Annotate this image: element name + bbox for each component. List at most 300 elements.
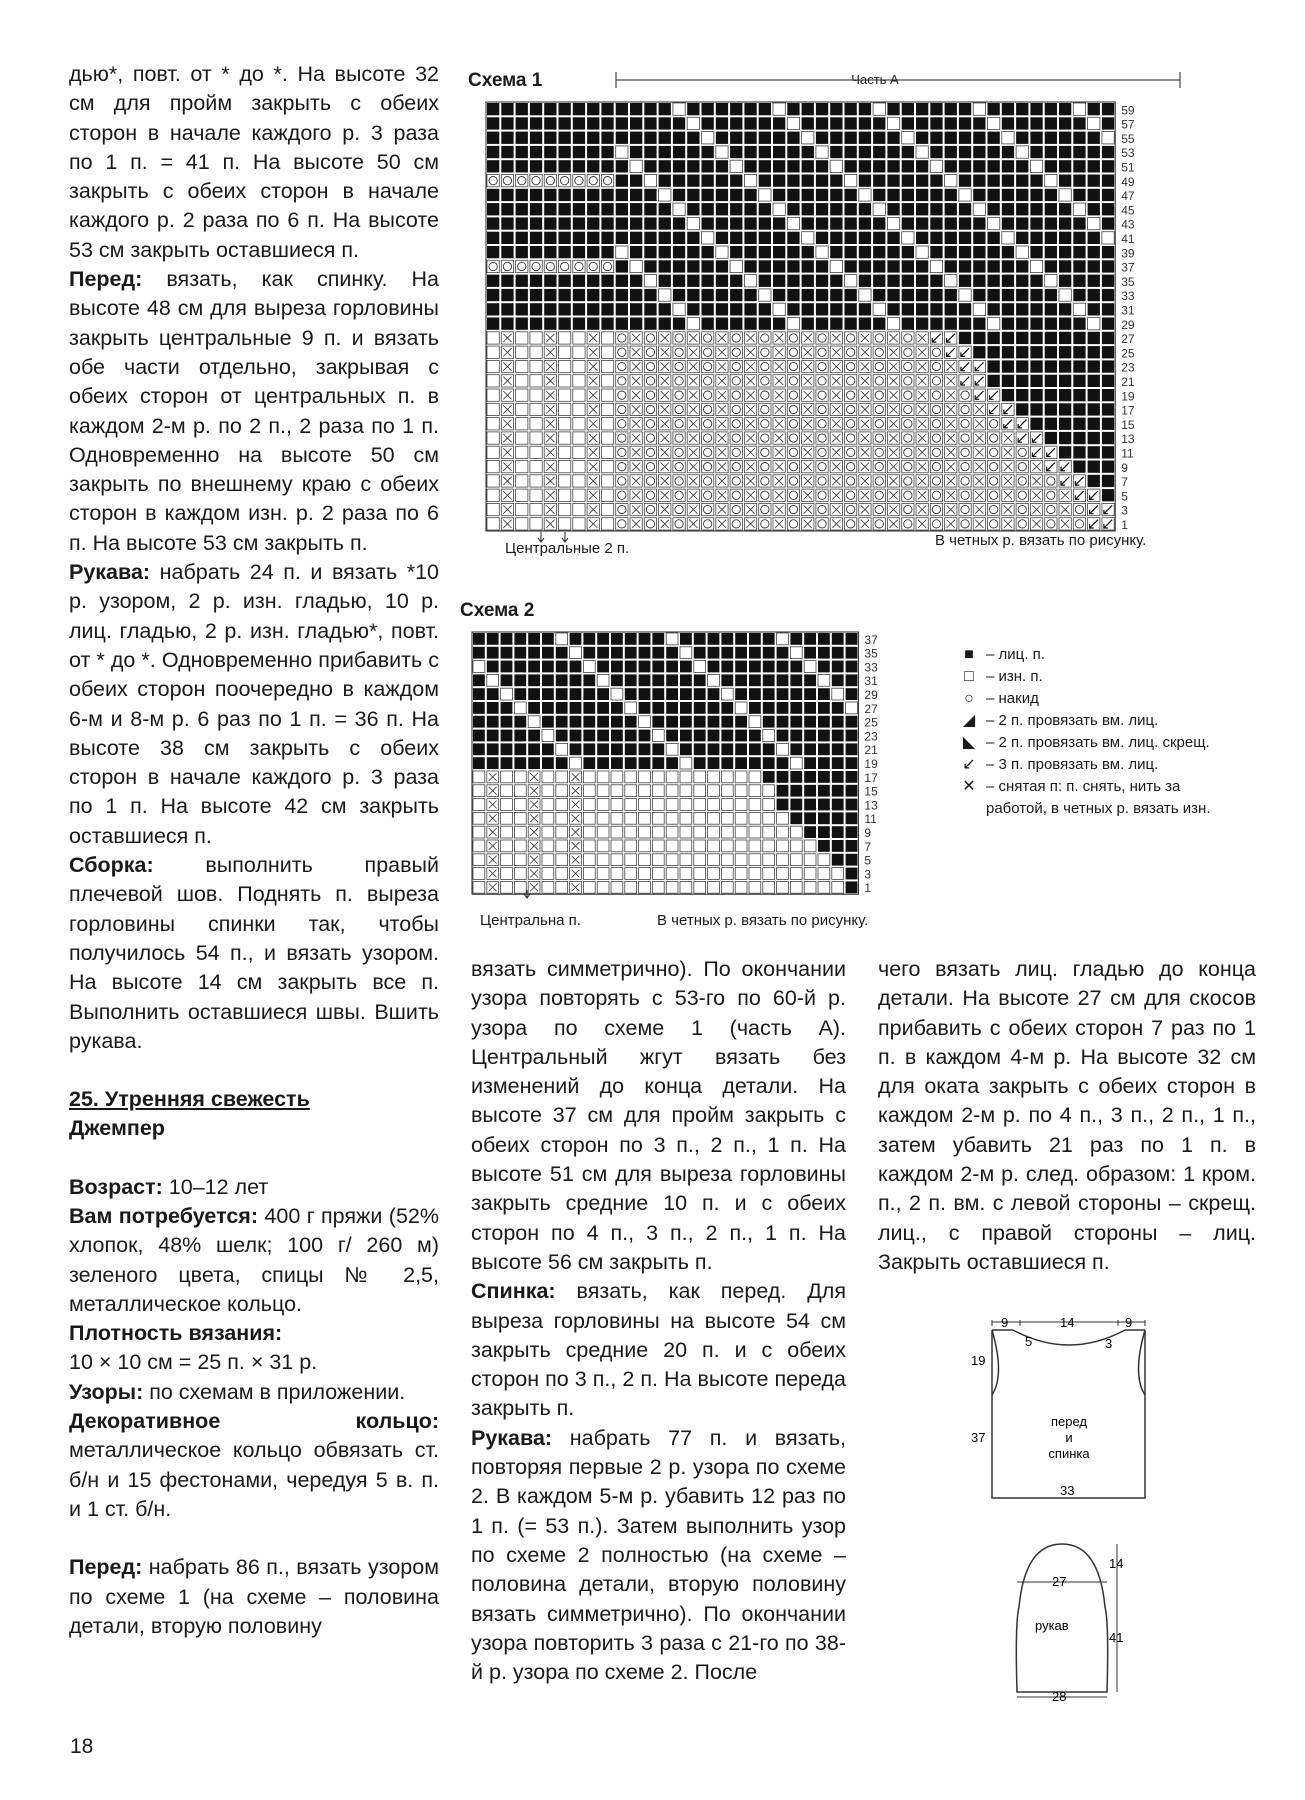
stitch-cell xyxy=(777,743,789,755)
stitch-cell xyxy=(930,217,942,229)
stitch-cell xyxy=(773,103,785,115)
stitch-cell xyxy=(930,418,942,430)
stitch-cell xyxy=(777,868,789,880)
stitch-cell xyxy=(573,489,585,501)
stitch-cell xyxy=(644,475,656,487)
stitch-cell xyxy=(744,103,756,115)
stitch-cell xyxy=(501,799,513,811)
stitch-cell xyxy=(1016,132,1028,144)
stitch-cell xyxy=(759,275,771,287)
stitch-cell xyxy=(644,375,656,387)
stitch-cell xyxy=(859,117,871,129)
stitch-cell xyxy=(730,117,742,129)
stitch-cell xyxy=(744,132,756,144)
stitch-cell xyxy=(988,303,1000,315)
stitch-cell xyxy=(630,203,642,215)
stitch-cell xyxy=(573,332,585,344)
stitch-cell xyxy=(601,146,613,158)
stitch-cell xyxy=(611,771,623,783)
stitch-cell xyxy=(1016,260,1028,272)
stitch-cell xyxy=(597,661,609,673)
stitch-cell xyxy=(730,389,742,401)
stitch-cell xyxy=(1045,475,1057,487)
stitch-cell xyxy=(659,146,671,158)
stitch-cell xyxy=(830,432,842,444)
stitch-cell xyxy=(666,854,678,866)
stitch-cell xyxy=(659,489,671,501)
stitch-cell xyxy=(1059,475,1071,487)
stitch-cell xyxy=(487,785,499,797)
stitch-cell xyxy=(601,432,613,444)
stitch-cell xyxy=(1030,103,1042,115)
row-number: 41 xyxy=(1121,232,1135,246)
stitch-cell xyxy=(601,475,613,487)
stitch-cell xyxy=(1059,446,1071,458)
stitch-cell xyxy=(744,432,756,444)
stitch-cell xyxy=(659,232,671,244)
stitch-cell xyxy=(544,217,556,229)
stitch-cell xyxy=(556,854,568,866)
stitch-cell xyxy=(1059,160,1071,172)
stitch-cell xyxy=(556,688,568,700)
stitch-cell xyxy=(644,332,656,344)
stitch-cell xyxy=(514,674,526,686)
stitch-cell xyxy=(473,771,485,783)
stitch-cell xyxy=(730,346,742,358)
row-number: 47 xyxy=(1121,189,1135,204)
stitch-cell xyxy=(846,730,858,742)
stitch-cell xyxy=(1073,275,1085,287)
stitch-cell xyxy=(802,246,814,258)
stitch-cell xyxy=(816,146,828,158)
stitch-cell xyxy=(902,332,914,344)
stitch-cell xyxy=(583,661,595,673)
row-number: 9 xyxy=(1121,460,1128,475)
stitch-cell xyxy=(945,503,957,515)
stitch-cell xyxy=(759,446,771,458)
stitch-cell xyxy=(625,743,637,755)
stitch-cell xyxy=(804,812,816,824)
stitch-cell xyxy=(570,826,582,838)
stitch-cell xyxy=(1016,117,1028,129)
stitch-cell xyxy=(616,403,628,415)
stitch-cell xyxy=(959,175,971,187)
stitch-cell xyxy=(516,289,528,301)
stitch-cell xyxy=(516,389,528,401)
stitch-cell xyxy=(1016,189,1028,201)
stitch-cell xyxy=(587,360,599,372)
stitch-cell xyxy=(859,260,871,272)
stitch-cell xyxy=(583,799,595,811)
stitch-cell xyxy=(487,716,499,728)
stitch-cell xyxy=(816,389,828,401)
stitch-cell xyxy=(501,160,513,172)
stitch-cell xyxy=(528,840,540,852)
stitch-cell xyxy=(988,332,1000,344)
stitch-cell xyxy=(597,674,609,686)
stitch-cell xyxy=(644,203,656,215)
stitch-cell xyxy=(501,868,513,880)
stitch-cell xyxy=(945,475,957,487)
stitch-cell xyxy=(763,840,775,852)
stitch-cell xyxy=(830,189,842,201)
stitch-cell xyxy=(644,275,656,287)
stitch-cell xyxy=(516,503,528,515)
paragraph: вязать симметрично). По окончании узора повторять с 53-го по 60-й р. узора по схеме 1 (часть А). Центральный жгут вязать без изменений до конца детали. На высоте 37 см для пройм закрыть с обеих сторон по 3 п., 2 п., 1 п. На высоте 51 см для выреза горловины закрыть средние 10 п. и с обеих сторон по 4 п., 3 п., 2 п., 1 п. На высоте 56 см закрыть п. xyxy=(471,957,846,1274)
stitch-cell xyxy=(930,103,942,115)
stitch-cell xyxy=(625,716,637,728)
stitch-cell xyxy=(1002,103,1014,115)
stitch-cell xyxy=(945,360,957,372)
stitch-cell xyxy=(1102,189,1114,201)
stitch-cell xyxy=(659,389,671,401)
stitch-cell xyxy=(887,360,899,372)
stitch-cell xyxy=(721,799,733,811)
row-number: 7 xyxy=(864,839,872,854)
stitch-cell xyxy=(611,661,623,673)
stitch-cell xyxy=(988,175,1000,187)
stitch-cell xyxy=(1016,518,1028,530)
stitch-cell xyxy=(544,346,556,358)
stitch-cell xyxy=(687,203,699,215)
stitch-cell xyxy=(777,633,789,645)
stitch-cell xyxy=(916,503,928,515)
stitch-cell xyxy=(530,146,542,158)
stitch-cell xyxy=(1102,403,1114,415)
stitch-cell xyxy=(773,418,785,430)
stitch-cell xyxy=(530,175,542,187)
stitch-cell xyxy=(573,260,585,272)
stitch-cell xyxy=(1088,332,1100,344)
stitch-cell xyxy=(959,203,971,215)
label-density: Плотность вязания: xyxy=(69,1321,283,1346)
stitch-cell xyxy=(730,518,742,530)
stitch-cell xyxy=(902,518,914,530)
stitch-cell xyxy=(773,475,785,487)
stitch-cell xyxy=(487,217,499,229)
stitch-cell xyxy=(516,360,528,372)
stitch-cell xyxy=(473,799,485,811)
stitch-cell xyxy=(832,633,844,645)
stitch-cell xyxy=(702,103,714,115)
stitch-cell xyxy=(1002,403,1014,415)
stitch-cell xyxy=(673,103,685,115)
stitch-cell xyxy=(516,332,528,344)
stitch-cell xyxy=(473,881,485,893)
stitch-cell xyxy=(749,799,761,811)
stitch-cell xyxy=(973,475,985,487)
stitch-cell xyxy=(749,633,761,645)
stitch-cell xyxy=(816,518,828,530)
stitch-cell xyxy=(1016,303,1028,315)
paragraph-front xyxy=(69,265,439,558)
stitch-cell xyxy=(556,743,568,755)
stitch-cell xyxy=(687,232,699,244)
stitch-cell xyxy=(708,840,720,852)
label-line3: спинка xyxy=(1048,1446,1090,1461)
stitch-cell xyxy=(787,318,799,330)
stitch-cell xyxy=(528,771,540,783)
stitch-cell xyxy=(514,633,526,645)
stitch-cell xyxy=(873,103,885,115)
stitch-cell xyxy=(625,702,637,714)
legend-label: – снятая п: п. снять, нить за xyxy=(986,778,1181,795)
stitch-cell xyxy=(816,117,828,129)
stitch-cell xyxy=(1073,446,1085,458)
stitch-cell xyxy=(716,318,728,330)
stitch-cell xyxy=(559,146,571,158)
stitch-cell xyxy=(1059,175,1071,187)
stitch-cell xyxy=(487,503,499,515)
stitch-cell xyxy=(916,389,928,401)
stitch-cell xyxy=(601,389,613,401)
stitch-cell xyxy=(630,375,642,387)
stitch-cell xyxy=(659,103,671,115)
stitch-cell xyxy=(501,633,513,645)
stitch-cell xyxy=(570,730,582,742)
stitch-cell xyxy=(1073,432,1085,444)
stitch-cell xyxy=(916,303,928,315)
dim-neck-right: 3 xyxy=(1105,1336,1113,1351)
stitch-cell xyxy=(666,702,678,714)
stitch-cell xyxy=(616,175,628,187)
stitch-cell xyxy=(516,189,528,201)
stitch-cell xyxy=(583,716,595,728)
stitch-cell xyxy=(487,132,499,144)
stitch-cell xyxy=(687,160,699,172)
stitch-cell xyxy=(1016,232,1028,244)
stitch-cell xyxy=(597,647,609,659)
stitch-cell xyxy=(1016,446,1028,458)
stitch-cell xyxy=(787,217,799,229)
stitch-cell xyxy=(945,117,957,129)
stitch-cell xyxy=(487,446,499,458)
stitch-cell xyxy=(501,418,513,430)
stitch-cell xyxy=(721,688,733,700)
stitch-cell xyxy=(583,840,595,852)
stitch-cell xyxy=(630,260,642,272)
stitch-cell xyxy=(832,688,844,700)
stitch-cell xyxy=(1088,475,1100,487)
stitch-cell xyxy=(1030,360,1042,372)
stitch-cell xyxy=(559,117,571,129)
stitch-cell xyxy=(749,854,761,866)
stitch-cell xyxy=(916,289,928,301)
stitch-cell xyxy=(583,743,595,755)
stitch-cell xyxy=(1045,160,1057,172)
scheme1-chart xyxy=(470,70,1230,560)
row-number: 27 xyxy=(1121,332,1135,347)
stitch-cell xyxy=(973,432,985,444)
stitch-cell xyxy=(730,260,742,272)
stitch-cell xyxy=(544,246,556,258)
stitch-cell xyxy=(846,647,858,659)
stitch-cell xyxy=(487,289,499,301)
stitch-cell xyxy=(945,446,957,458)
stitch-cell xyxy=(830,503,842,515)
stitch-cell xyxy=(542,661,554,673)
stitch-cell xyxy=(1102,132,1114,144)
stitch-cell xyxy=(730,503,742,515)
stitch-cell xyxy=(501,232,513,244)
stitch-cell xyxy=(501,716,513,728)
stitch-cell xyxy=(818,854,830,866)
stitch-cell xyxy=(845,117,857,129)
stitch-cell xyxy=(487,826,499,838)
stitch-cell xyxy=(601,461,613,473)
row-number: 17 xyxy=(1121,403,1135,418)
stitch-cell xyxy=(1088,461,1100,473)
stitch-cell xyxy=(959,132,971,144)
legend-label: – 2 п. провязать вм. лиц. xyxy=(986,712,1159,729)
stitch-cell xyxy=(945,132,957,144)
stitch-cell xyxy=(859,489,871,501)
stitch-cell xyxy=(625,826,637,838)
stitch-cell xyxy=(959,389,971,401)
stitch-cell xyxy=(988,360,1000,372)
stitch-cell xyxy=(846,633,858,645)
stitch-cell xyxy=(473,785,485,797)
stitch-cell xyxy=(1088,160,1100,172)
stitch-cell xyxy=(702,489,714,501)
stitch-cell xyxy=(544,332,556,344)
stitch-cell xyxy=(735,868,747,880)
stitch-cell xyxy=(487,771,499,783)
stitch-cell xyxy=(487,688,499,700)
stitch-cell xyxy=(930,303,942,315)
stitch-cell xyxy=(790,633,802,645)
stitch-cell xyxy=(832,730,844,742)
stitch-cell xyxy=(830,418,842,430)
stitch-cell xyxy=(680,854,692,866)
stitch-cell xyxy=(988,503,1000,515)
stitch-cell xyxy=(516,260,528,272)
stitch-cell xyxy=(763,757,775,769)
stitch-cell xyxy=(597,854,609,866)
stitch-cell xyxy=(702,303,714,315)
stitch-cell xyxy=(514,743,526,755)
stitch-cell xyxy=(1002,389,1014,401)
stitch-cell xyxy=(625,771,637,783)
stitch-cell xyxy=(708,688,720,700)
stitch-cell xyxy=(573,203,585,215)
stitch-cell xyxy=(1073,518,1085,530)
stitch-cell xyxy=(666,785,678,797)
stitch-cell xyxy=(583,633,595,645)
stitch-cell xyxy=(763,716,775,728)
stitch-cell xyxy=(988,260,1000,272)
stitch-cell xyxy=(616,103,628,115)
stitch-cell xyxy=(716,103,728,115)
stitch-cell xyxy=(616,246,628,258)
stitch-cell xyxy=(630,446,642,458)
stitch-cell xyxy=(777,702,789,714)
stitch-cell xyxy=(790,716,802,728)
stitch-cell xyxy=(930,232,942,244)
stitch-cell xyxy=(887,217,899,229)
stitch-cell xyxy=(573,132,585,144)
stitch-cell xyxy=(708,854,720,866)
stitch-cell xyxy=(601,332,613,344)
empty-square-icon: □ xyxy=(964,668,974,685)
stitch-cell xyxy=(959,461,971,473)
stitch-cell xyxy=(673,303,685,315)
stitch-cell xyxy=(859,403,871,415)
stitch-cell xyxy=(601,403,613,415)
stitch-cell xyxy=(487,661,499,673)
stitch-cell xyxy=(721,674,733,686)
stitch-cell xyxy=(644,232,656,244)
part-a-label: Часть А xyxy=(851,72,899,87)
stitch-cell xyxy=(816,232,828,244)
stitch-cell xyxy=(735,730,747,742)
stitch-cell xyxy=(830,289,842,301)
stitch-cell xyxy=(773,146,785,158)
stitch-cell xyxy=(1016,146,1028,158)
stitch-cell xyxy=(773,403,785,415)
stitch-cell xyxy=(570,743,582,755)
stitch-cell xyxy=(916,318,928,330)
row-number: 19 xyxy=(1121,389,1135,404)
stitch-cell xyxy=(501,217,513,229)
stitch-cell xyxy=(487,674,499,686)
stitch-cell xyxy=(1030,403,1042,415)
stitch-cell xyxy=(1045,146,1057,158)
stitch-cell xyxy=(759,303,771,315)
stitch-cell xyxy=(516,318,528,330)
stitch-cell xyxy=(759,518,771,530)
stitch-cell xyxy=(1016,461,1028,473)
stitch-cell xyxy=(945,346,957,358)
stitch-cell xyxy=(616,446,628,458)
stitch-cell xyxy=(644,160,656,172)
stitch-cell xyxy=(716,332,728,344)
stitch-cell xyxy=(652,868,664,880)
stitch-cell xyxy=(583,826,595,838)
stitch-cell xyxy=(559,303,571,315)
stitch-cell xyxy=(501,461,513,473)
stitch-cell xyxy=(530,389,542,401)
stitch-cell xyxy=(630,132,642,144)
legend-item xyxy=(958,732,1278,754)
stitch-cell xyxy=(721,647,733,659)
stitch-cell xyxy=(945,175,957,187)
stitch-cell xyxy=(501,661,513,673)
stitch-cell xyxy=(1002,132,1014,144)
stitch-cell xyxy=(902,389,914,401)
stitch-cell xyxy=(666,716,678,728)
stitch-cell xyxy=(830,332,842,344)
stitch-cell xyxy=(787,518,799,530)
stitch-cell xyxy=(777,840,789,852)
stitch-cell xyxy=(818,730,830,742)
stitch-cell xyxy=(777,661,789,673)
stitch-cell xyxy=(749,688,761,700)
stitch-cell xyxy=(530,446,542,458)
stitch-cell xyxy=(777,812,789,824)
stitch-cell xyxy=(487,403,499,415)
stitch-cell xyxy=(790,785,802,797)
stitch-cell xyxy=(846,868,858,880)
stitch-cell xyxy=(514,785,526,797)
stitch-cell xyxy=(830,475,842,487)
stitch-cell xyxy=(570,799,582,811)
stitch-cell xyxy=(528,868,540,880)
stitch-cell xyxy=(902,260,914,272)
stitch-cell xyxy=(652,647,664,659)
stitch-cell xyxy=(597,840,609,852)
stitch-cell xyxy=(716,518,728,530)
